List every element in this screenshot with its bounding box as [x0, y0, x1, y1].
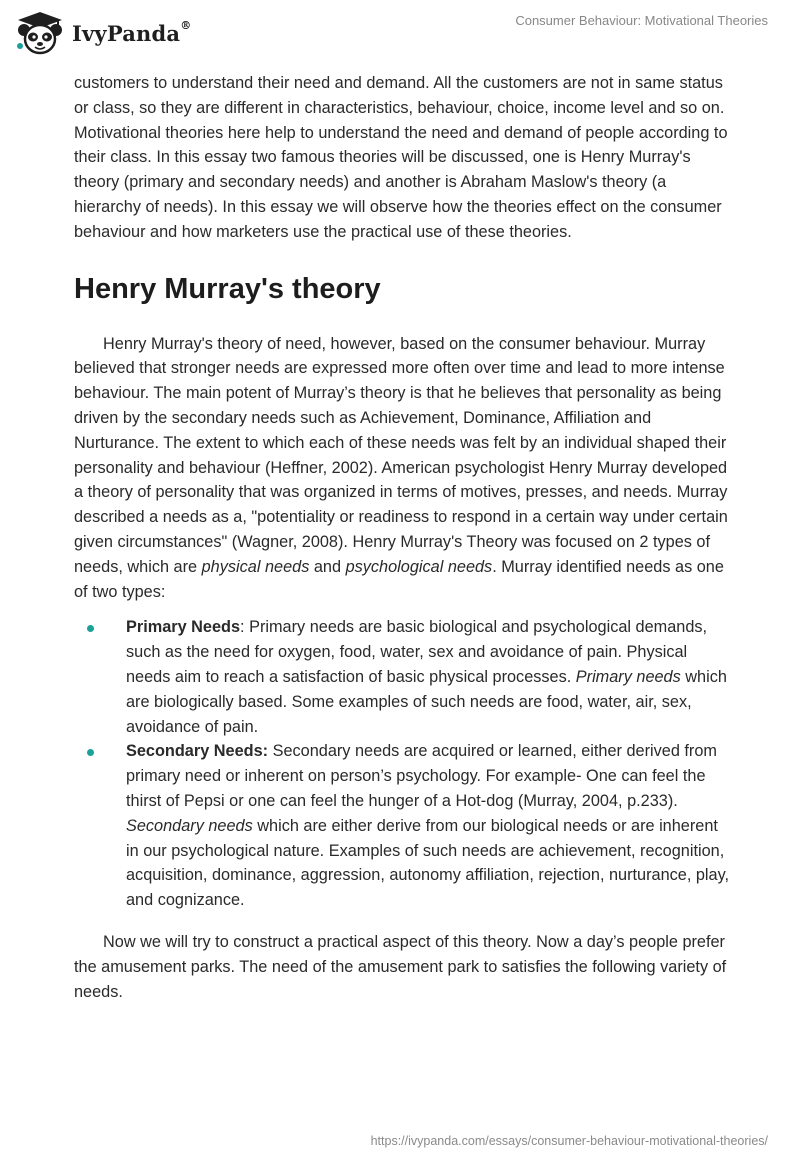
brand-name: IvyPanda®: [72, 18, 192, 46]
essay-content: [74, 71, 734, 1004]
page-header: [0, 0, 800, 70]
bullet-dot-icon: [87, 749, 94, 756]
list-item-primary-needs: Primary Needs: Primary needs are basic biological and psychological demands, such as the need for oxygen, food, water, sex and avoidance of pain. Physical needs aim to reach a satisfaction of basic physical processes. Primary needs which are biologically based. Some examples of such needs are food, water, air, sex, avoidance of pain.: [74, 615, 734, 739]
murray-paragraph: Henry Murray's theory of need, however, based on the consumer behaviour. Murray believed that stronger needs are expressed more often over time and lead to more intense behaviour. The main potent of Murray’s theory is that he believes that personality as being driven by the secondary needs such as Achievement, Dominance, Affiliation and Nurturance. The extent to which each of these needs was felt by an individual shaped their personality and behaviour (Heffner, 2002). American psychologist Henry Murray developed a theory of personality that was organized in terms of motives, presses, and needs. Murray described a needs as a, "potentiality or readiness to respond in a certain way under certain given circumstances" (Wagner, 2008). Henry Murray's Theory was focused on 2 types of needs, which are physical needs and psychological needs. Murray identified needs as one of two types:: [74, 334, 728, 601]
section-heading: Henry Murray's theory: [74, 272, 381, 305]
intro-paragraph: customers to understand their need and demand. All the customers are not in same status or class, so they are different in characteristics, behaviour, choice, income level and so on. Motivational theories here help to understand the need and demand of people according to their class. In this essay two famous theories will be discussed, one is Henry Murray's theory (primary and secondary needs) and another is Abraham Maslow's theory (a hierarchy of needs). In this essay we will observe how the theories effect on the consumer behaviour and how marketers use the practical use of these theories.: [74, 74, 728, 241]
brand-logo[interactable]: [14, 8, 191, 58]
source-url-link[interactable]: https://ivypanda.com/essays/consumer-behaviour-motivational-theories/: [370, 1134, 768, 1148]
bullet-dot-icon: [87, 625, 94, 632]
closing-paragraph: Now we will try to construct a practical aspect of this theory. Now a day’s people prefer the amusement parks. The need of the amusement park to satisfies the following variety of needs.: [74, 932, 727, 1001]
list-item-secondary-needs: Secondary Needs: Secondary needs are acquired or learned, either derived from primary need or inherent on person’s psychology. For example- One can feel the thirst of Pepsi or one can feel the hunger of a Hot-dog (Murray, 2004, p.233). Secondary needs which are either derive from our biological needs or are inherent in our psychological nature. Examples of such needs are achievement, recognition, acquisition, dominance, aggression, autonomy affiliation, rejection, nurturance, play, and cognizance.: [74, 739, 734, 913]
needs-list: [74, 615, 734, 913]
document-title: Consumer Behaviour: Motivational Theories: [515, 13, 768, 28]
panda-graduate-icon: [14, 10, 66, 56]
